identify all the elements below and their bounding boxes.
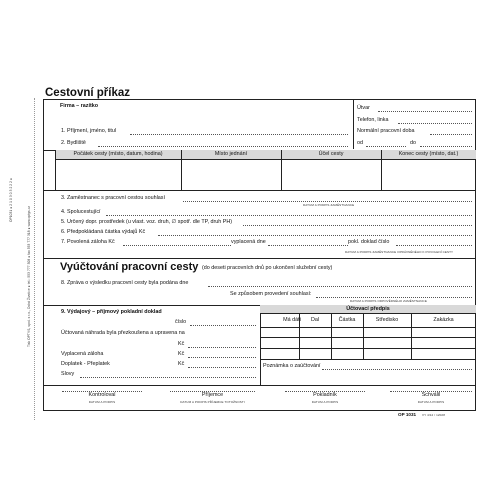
agree-label: Se způsobem provedení souhlasí: <box>230 291 312 297</box>
sig-sub-1: DATUM A PODPIS PŘÍJEMCE TOTOŽNOSTI <box>180 400 245 404</box>
od-field[interactable] <box>366 146 406 147</box>
pracovni-doba-field[interactable] <box>430 134 472 135</box>
perforation-line <box>34 98 35 420</box>
telefon-label: Telefon, linka <box>357 117 389 123</box>
row-1-label: 1. Příjmení, jméno, titul <box>61 128 117 134</box>
row-4-label: 4. Spolucestující <box>61 209 101 215</box>
row-2-label: 2. Bydliště <box>61 140 86 146</box>
cash-cislo-label: číslo <box>175 319 187 325</box>
trip-col-line-3 <box>381 150 382 190</box>
row-3-label: 3. Zaměstnanec s pracovní cestou souhlasí <box>61 195 165 201</box>
do-label: do <box>410 140 416 146</box>
cash-zaloha-label: Vyplacená záloha <box>61 351 104 357</box>
pracovni-doba-label: Normální pracovní doba <box>357 128 415 134</box>
firma-label: Firma – razítko <box>60 103 99 109</box>
row-7-doklad-label: pokl. doklad číslo <box>348 239 390 245</box>
row-5-field[interactable] <box>243 225 472 226</box>
acc-row-2 <box>260 348 476 349</box>
do-field[interactable] <box>420 146 472 147</box>
trip-col-start: Počátek cesty (místo, datum, hodina) <box>73 151 163 157</box>
trip-col-purpose: Účel cesty <box>318 151 344 157</box>
acc-header-bottom <box>260 327 476 328</box>
acc-col-dal: Dal <box>310 317 320 323</box>
row-3-sig: DATUM A PODPIS ZAMĚSTNANCE <box>303 203 355 207</box>
cash-cislo-field[interactable] <box>190 325 256 326</box>
sig-sub-2: DATUM A PODPIS <box>311 400 339 404</box>
acc-row-1 <box>260 337 476 338</box>
trip-col-place: Místo jednání <box>214 151 248 157</box>
cash-kc-3: Kč <box>178 361 185 367</box>
sig-label-schvalil: Schválil <box>421 392 441 398</box>
cash-kc-1: Kč <box>178 341 185 347</box>
cash-doplatek-field[interactable] <box>188 367 256 368</box>
footer-code: OP 1031 <box>398 412 417 417</box>
address-field[interactable] <box>98 146 348 147</box>
form-title: Cestovní příkaz <box>45 87 130 99</box>
trip-col-end: Konec cesty (místo, dat.) <box>398 151 459 157</box>
cash-title: 9. Výdajový – příjmový pokladní doklad <box>61 309 162 315</box>
header-divider <box>353 99 354 149</box>
acc-col-line-2 <box>331 314 332 359</box>
settlement-divider <box>43 258 476 259</box>
trip-col-line-1 <box>181 150 182 190</box>
settlement-subtitle: (do deseti pracovních dnů po ukončení služební cesty) <box>202 265 333 271</box>
acc-col-line-1 <box>299 314 300 359</box>
row-8-field[interactable] <box>208 286 472 287</box>
accounting-left-border <box>260 305 261 385</box>
sig-label-prijemce: Příjemce <box>201 392 224 398</box>
trip-col-line-0 <box>55 150 56 190</box>
cash-doplatek-label: Doplatek - Přeplatek <box>61 361 110 367</box>
printer-imprint: Tisk OPTYS, spol. s r.o., Dolní Životice ● tel.: 553 777 308 ● fax 553 777 318 ● www.optys.cz <box>27 205 31 347</box>
acc-col-line-3 <box>363 314 364 359</box>
acc-col-line-4 <box>411 314 412 359</box>
name-field[interactable] <box>130 134 348 135</box>
utvar-label: Útvar <box>357 105 370 111</box>
agree-field[interactable] <box>316 297 472 298</box>
row-7-zaloha-field[interactable] <box>123 245 231 246</box>
accounting-note-label: Poznámka o zaúčtování <box>263 363 321 369</box>
cash-kc-2: Kč <box>178 351 185 357</box>
row-7-date-field[interactable] <box>268 245 348 246</box>
od-label: od <box>357 140 363 146</box>
settlement-title: Vyúčtování pracovní cesty <box>60 261 199 273</box>
cash-slovy-label: Slovy <box>61 371 75 377</box>
row-7-doklad-field[interactable] <box>396 245 472 246</box>
accounting-note-field[interactable] <box>322 369 472 370</box>
row-7-sig: DATUM A PODPIS ZAMĚSTNANCE OPRÁVNĚNÉHO K POVOLENÍ CESTY <box>345 250 454 254</box>
row-8-sig: DATUM A PODPIS ODPOVĚDNÉHO ZAMĚSTNANCE <box>350 299 427 303</box>
row-3-field[interactable] <box>183 201 472 202</box>
sig-label-kontroloval: Kontroloval <box>88 392 116 398</box>
row-5-label: 5. Určený dopr. prostředek (u vlast. voz. druh, ∅ spotř. dle TP, druh PH) <box>61 219 233 225</box>
accounting-title: Účtovací předpis <box>346 306 390 312</box>
cash-amount-field[interactable] <box>188 347 256 348</box>
acc-col-stredisko: Středisko <box>375 317 399 323</box>
row-4-field[interactable] <box>106 215 472 216</box>
form-code-side: OP1031 ● 2 1 0 3 0 3 2 2 2 ● <box>9 177 13 222</box>
acc-col-zakazka: Zakázka <box>433 317 454 323</box>
row-6-label: 6. Předpokládaná částka výdajů Kč <box>61 229 146 235</box>
row-7-vyplacena-label: vyplacená dne <box>231 239 266 245</box>
row-7-label: 7. Povolená záloha Kč <box>61 239 115 245</box>
utvar-field[interactable] <box>378 111 472 112</box>
cash-slovy-field[interactable] <box>80 377 256 378</box>
acc-col-madati: Má dáti <box>283 317 301 323</box>
cash-checked-label: Účtovaná náhrada byla přezkoušena a upravena na <box>61 330 185 336</box>
acc-col-castka: Částka <box>338 317 356 323</box>
trip-col-line-2 <box>281 150 282 190</box>
row-8-label: 8. Zpráva o výsledku pracovní cesty byla podána dne <box>61 280 189 286</box>
sig-sub-3: DATUM A PODPIS <box>417 400 445 404</box>
sig-label-pokladnik: Pokladník <box>313 392 337 398</box>
acc-row-3 <box>260 359 476 360</box>
footer-sub: VY 4/12 / 12028 <box>422 413 445 417</box>
signatures-top <box>43 385 476 386</box>
row-6-field[interactable] <box>158 235 472 236</box>
trip-table-bottom <box>43 190 476 191</box>
cash-zaloha-field[interactable] <box>188 357 256 358</box>
sig-sub-0: DATUM A PODPIS <box>88 400 116 404</box>
telefon-field[interactable] <box>398 123 472 124</box>
